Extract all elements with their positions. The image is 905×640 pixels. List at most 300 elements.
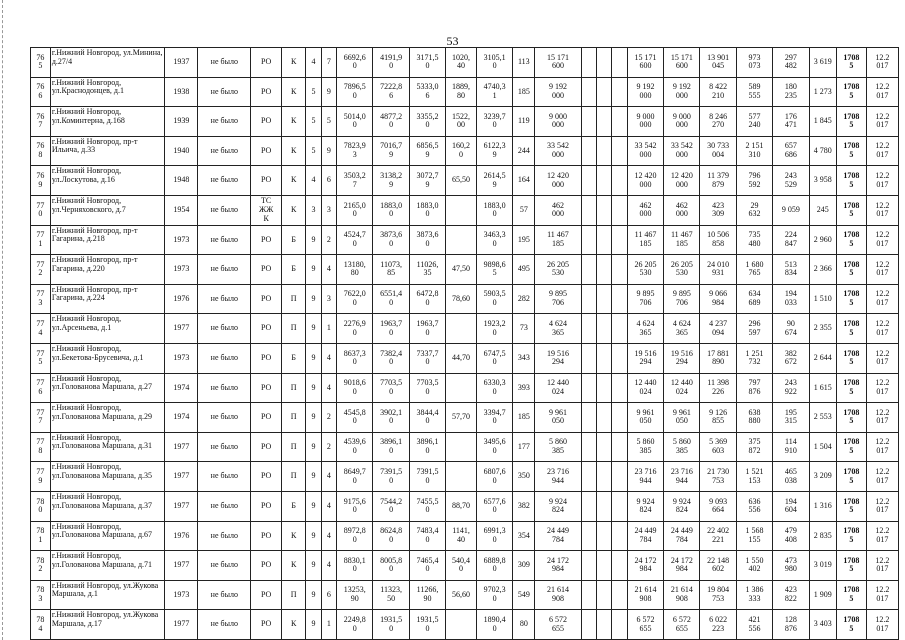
blank-cell xyxy=(612,107,627,137)
table-row xyxy=(31,77,899,107)
entrances-cell: 3 xyxy=(321,284,336,314)
floors-cell: 9 xyxy=(306,255,321,285)
cost-cell: 1 251 732 xyxy=(736,343,772,373)
unit-cost-cell: 1 504 xyxy=(809,432,837,462)
date-cell: 12.2 017 xyxy=(866,166,898,196)
wall-material-cell: Б xyxy=(282,343,306,373)
premises-area-cell: 11323, 50 xyxy=(373,580,409,610)
row-number-cell: 77 6 xyxy=(31,373,51,403)
floors-cell: 9 xyxy=(306,462,321,492)
date-cell: 12.2 017 xyxy=(866,107,898,137)
cost-cell: 194 033 xyxy=(773,284,809,314)
area-cell: 6122,3 9 xyxy=(476,136,512,166)
cost-cell: 21 730 753 xyxy=(700,462,736,492)
wall-material-cell: П xyxy=(282,580,306,610)
premises-area-cell: 3873,6 0 xyxy=(373,225,409,255)
premises-area-cell: 7222,8 6 xyxy=(373,77,409,107)
wall-material-cell: К xyxy=(282,551,306,581)
blank-cell xyxy=(612,403,627,433)
area-cell: 3495,6 0 xyxy=(476,432,512,462)
total-area-cell: 2249,8 0 xyxy=(337,610,373,640)
residents-cell: 282 xyxy=(513,284,535,314)
residents-cell: 354 xyxy=(513,521,535,551)
nonresidential-area-cell xyxy=(446,462,477,492)
address-cell: г.Нижний Новгород, пр-т Гагарина, д.218 xyxy=(50,225,165,255)
area-cell: 5903,5 0 xyxy=(476,284,512,314)
table-row xyxy=(31,403,899,433)
table-row xyxy=(31,343,899,373)
entrances-cell: 1 xyxy=(321,314,336,344)
year-cell: 1940 xyxy=(165,136,198,166)
blank-cell xyxy=(612,314,627,344)
area-cell: 3463,3 0 xyxy=(476,225,512,255)
nonresidential-area-cell: 65,50 xyxy=(446,166,477,196)
page-edge-marker xyxy=(2,0,4,640)
blank-cell xyxy=(581,48,596,78)
date-cell: 12.2 017 xyxy=(866,284,898,314)
date-cell: 12.2 017 xyxy=(866,314,898,344)
table-row xyxy=(31,166,899,196)
cost-cell: 9 924 824 xyxy=(627,491,663,521)
address-cell: г.Нижний Новгород, ул.Голованова Маршала, д.37 xyxy=(50,491,165,521)
residential-area-cell: 7703,5 0 xyxy=(409,373,445,403)
cost-cell: 5 860 385 xyxy=(627,432,663,462)
entrances-cell: 9 xyxy=(321,136,336,166)
address-cell: г.Нижний Новгород, ул.Минина, д.27/4 xyxy=(50,48,165,78)
nonresidential-area-cell: 1522, 00 xyxy=(446,107,477,137)
cost-cell: 513 834 xyxy=(773,255,809,285)
entrances-cell: 1 xyxy=(321,610,336,640)
cost-cell: 9 093 664 xyxy=(700,491,736,521)
table-row xyxy=(31,491,899,521)
address-cell: г.Нижний Новгород, ул.Жукова Маршала, д.1 xyxy=(50,580,165,610)
wall-material-cell: К xyxy=(282,107,306,137)
residential-area-cell: 11026, 35 xyxy=(409,255,445,285)
total-area-cell: 2165,0 0 xyxy=(337,195,373,225)
cost-cell: 90 674 xyxy=(773,314,809,344)
date-cell: 12.2 017 xyxy=(866,551,898,581)
unit-cost-cell: 2 366 xyxy=(809,255,837,285)
blank-cell xyxy=(596,48,611,78)
area-cell: 3394,7 0 xyxy=(476,403,512,433)
entrances-cell: 3 xyxy=(321,195,336,225)
unit-cost-cell: 245 xyxy=(809,195,837,225)
residential-area-cell: 3896,1 0 xyxy=(409,432,445,462)
premises-area-cell: 3138,2 9 xyxy=(373,166,409,196)
cost-cell: 421 556 xyxy=(736,610,772,640)
cost-cell: 375 872 xyxy=(736,432,772,462)
cost-cell: 224 847 xyxy=(773,225,809,255)
premises-area-cell: 6551,4 0 xyxy=(373,284,409,314)
date-cell: 12.2 017 xyxy=(866,610,898,640)
residents-cell: 119 xyxy=(513,107,535,137)
premises-area-cell: 7382,4 0 xyxy=(373,343,409,373)
previous-repair-cell: не было xyxy=(198,77,251,107)
blank-cell xyxy=(612,432,627,462)
floors-cell: 4 xyxy=(306,166,321,196)
year-cell: 1973 xyxy=(165,225,198,255)
unit-cost-cell: 3 209 xyxy=(809,462,837,492)
previous-repair-cell: не было xyxy=(198,462,251,492)
row-number-cell: 77 2 xyxy=(31,255,51,285)
table-row xyxy=(31,521,899,551)
nonresidential-area-cell xyxy=(446,373,477,403)
residents-cell: 382 xyxy=(513,491,535,521)
cost-cell: 634 689 xyxy=(736,284,772,314)
nonresidential-area-cell: 88,70 xyxy=(446,491,477,521)
premises-area-cell: 8624,8 0 xyxy=(373,521,409,551)
row-number-cell: 77 8 xyxy=(31,432,51,462)
total-area-cell: 4539,6 0 xyxy=(337,432,373,462)
residential-area-cell: 3873,6 0 xyxy=(409,225,445,255)
cost-cell: 24 449 784 xyxy=(664,521,700,551)
wall-material-cell: Б xyxy=(282,255,306,285)
floors-cell: 9 xyxy=(306,343,321,373)
residents-cell: 343 xyxy=(513,343,535,373)
cost-cell: 797 876 xyxy=(736,373,772,403)
limit-cell: 1708 5 xyxy=(837,491,867,521)
blank-cell xyxy=(596,255,611,285)
residential-area-cell: 1883,0 0 xyxy=(409,195,445,225)
unit-cost-cell: 1 615 xyxy=(809,373,837,403)
table-row xyxy=(31,225,899,255)
cost-cell: 15 171 600 xyxy=(627,48,663,78)
cost-cell: 12 420 000 xyxy=(664,166,700,196)
entrances-cell: 4 xyxy=(321,491,336,521)
total-cost-cell: 9 192 000 xyxy=(535,77,581,107)
blank-cell xyxy=(581,195,596,225)
nonresidential-area-cell: 47,50 xyxy=(446,255,477,285)
cost-cell: 24 449 784 xyxy=(627,521,663,551)
area-cell: 1923,2 0 xyxy=(476,314,512,344)
total-area-cell: 7622,0 0 xyxy=(337,284,373,314)
blank-cell xyxy=(581,432,596,462)
blank-cell xyxy=(596,432,611,462)
premises-area-cell: 3902,1 0 xyxy=(373,403,409,433)
cost-cell: 29 632 xyxy=(736,195,772,225)
ownership-cell: РО xyxy=(251,136,282,166)
date-cell: 12.2 017 xyxy=(866,491,898,521)
residential-area-cell: 7391,5 0 xyxy=(409,462,445,492)
ownership-cell: РО xyxy=(251,491,282,521)
nonresidential-area-cell: 44,70 xyxy=(446,343,477,373)
cost-cell: 9 192 000 xyxy=(664,77,700,107)
area-cell: 1883,0 0 xyxy=(476,195,512,225)
blank-cell xyxy=(596,343,611,373)
blank-cell xyxy=(596,77,611,107)
blank-cell xyxy=(596,491,611,521)
cost-cell: 6 022 223 xyxy=(700,610,736,640)
residents-cell: 185 xyxy=(513,403,535,433)
total-cost-cell: 12 440 024 xyxy=(535,373,581,403)
residents-cell: 350 xyxy=(513,462,535,492)
ownership-cell: РО xyxy=(251,521,282,551)
limit-cell: 1708 5 xyxy=(837,373,867,403)
premises-area-cell: 7703,5 0 xyxy=(373,373,409,403)
cost-cell: 19 516 294 xyxy=(664,343,700,373)
entrances-cell: 4 xyxy=(321,462,336,492)
cost-cell: 4 624 365 xyxy=(627,314,663,344)
row-number-cell: 76 5 xyxy=(31,48,51,78)
ownership-cell: РО xyxy=(251,314,282,344)
cost-cell: 462 000 xyxy=(627,195,663,225)
residential-area-cell: 3171,5 0 xyxy=(409,48,445,78)
table-row xyxy=(31,284,899,314)
total-area-cell: 8972,8 0 xyxy=(337,521,373,551)
nonresidential-area-cell xyxy=(446,610,477,640)
nonresidential-area-cell: 1141, 40 xyxy=(446,521,477,551)
address-cell: г.Нижний Новгород, ул.Бекетова-Брусевича, д.1 xyxy=(50,343,165,373)
cost-cell: 6 572 655 xyxy=(664,610,700,640)
ownership-cell: РО xyxy=(251,284,282,314)
nonresidential-area-cell xyxy=(446,314,477,344)
cost-cell: 19 516 294 xyxy=(627,343,663,373)
cost-cell: 1 521 153 xyxy=(736,462,772,492)
cost-cell: 176 471 xyxy=(773,107,809,137)
entrances-cell: 6 xyxy=(321,166,336,196)
wall-material-cell: П xyxy=(282,373,306,403)
table-row xyxy=(31,136,899,166)
year-cell: 1976 xyxy=(165,284,198,314)
cost-cell: 19 804 753 xyxy=(700,580,736,610)
residential-area-cell: 1963,7 0 xyxy=(409,314,445,344)
row-number-cell: 76 7 xyxy=(31,107,51,137)
floors-cell: 5 xyxy=(306,136,321,166)
page-number: 53 xyxy=(446,34,459,48)
cost-cell: 9 000 000 xyxy=(664,107,700,137)
limit-cell: 1708 5 xyxy=(837,195,867,225)
cost-cell: 24 172 984 xyxy=(627,551,663,581)
residential-area-cell: 3072,7 9 xyxy=(409,166,445,196)
address-cell: г.Нижний Новгород, ул.Голованова Маршала, д.35 xyxy=(50,462,165,492)
total-area-cell: 13253, 90 xyxy=(337,580,373,610)
limit-cell: 1708 5 xyxy=(837,521,867,551)
cost-cell: 1 680 765 xyxy=(736,255,772,285)
residents-cell: 113 xyxy=(513,48,535,78)
cost-cell: 33 542 000 xyxy=(664,136,700,166)
blank-cell xyxy=(612,551,627,581)
blank-cell xyxy=(612,491,627,521)
premises-area-cell: 7391,5 0 xyxy=(373,462,409,492)
blank-cell xyxy=(612,77,627,107)
blank-cell xyxy=(612,284,627,314)
ownership-cell: ТС ЖЖ К xyxy=(251,195,282,225)
residents-cell: 195 xyxy=(513,225,535,255)
blank-cell xyxy=(596,403,611,433)
residential-area-cell: 11266, 90 xyxy=(409,580,445,610)
wall-material-cell: К xyxy=(282,521,306,551)
previous-repair-cell: не было xyxy=(198,551,251,581)
cost-cell: 13 901 045 xyxy=(700,48,736,78)
wall-material-cell: Б xyxy=(282,225,306,255)
nonresidential-area-cell: 160,2 0 xyxy=(446,136,477,166)
previous-repair-cell: не было xyxy=(198,48,251,78)
unit-cost-cell: 3 403 xyxy=(809,610,837,640)
cost-cell: 8 246 270 xyxy=(700,107,736,137)
wall-material-cell: П xyxy=(282,462,306,492)
ownership-cell: РО xyxy=(251,107,282,137)
area-cell: 9702,3 0 xyxy=(476,580,512,610)
cost-cell: 12 420 000 xyxy=(627,166,663,196)
date-cell: 12.2 017 xyxy=(866,255,898,285)
floors-cell: 9 xyxy=(306,373,321,403)
entrances-cell: 7 xyxy=(321,48,336,78)
cost-cell: 9 895 706 xyxy=(627,284,663,314)
year-cell: 1937 xyxy=(165,48,198,78)
table-row xyxy=(31,255,899,285)
entrances-cell: 4 xyxy=(321,521,336,551)
row-number-cell: 78 1 xyxy=(31,521,51,551)
cost-cell: 465 038 xyxy=(773,462,809,492)
entrances-cell: 4 xyxy=(321,255,336,285)
cost-cell: 735 480 xyxy=(736,225,772,255)
total-area-cell: 8637,3 0 xyxy=(337,343,373,373)
residential-area-cell: 1931,5 0 xyxy=(409,610,445,640)
cost-cell: 26 205 530 xyxy=(627,255,663,285)
limit-cell: 1708 5 xyxy=(837,166,867,196)
limit-cell: 1708 5 xyxy=(837,136,867,166)
residential-area-cell: 6472,8 0 xyxy=(409,284,445,314)
total-cost-cell: 24 449 784 xyxy=(535,521,581,551)
cost-cell: 114 910 xyxy=(773,432,809,462)
blank-cell xyxy=(596,462,611,492)
wall-material-cell: К xyxy=(282,48,306,78)
total-cost-cell: 9 924 824 xyxy=(535,491,581,521)
cost-cell: 23 716 944 xyxy=(664,462,700,492)
total-area-cell: 4545,8 0 xyxy=(337,403,373,433)
area-cell: 6889,8 0 xyxy=(476,551,512,581)
limit-cell: 1708 5 xyxy=(837,403,867,433)
year-cell: 1977 xyxy=(165,432,198,462)
address-cell: г.Нижний Новгород, ул.Краснодонцев, д.1 xyxy=(50,77,165,107)
nonresidential-area-cell: 57,70 xyxy=(446,403,477,433)
cost-cell: 22 402 221 xyxy=(700,521,736,551)
previous-repair-cell: не было xyxy=(198,610,251,640)
entrances-cell: 5 xyxy=(321,107,336,137)
total-cost-cell: 9 000 000 xyxy=(535,107,581,137)
nonresidential-area-cell xyxy=(446,432,477,462)
premises-area-cell: 8005,8 0 xyxy=(373,551,409,581)
premises-area-cell: 4877,2 0 xyxy=(373,107,409,137)
premises-area-cell: 1931,5 0 xyxy=(373,610,409,640)
area-cell: 1890,4 0 xyxy=(476,610,512,640)
previous-repair-cell: не было xyxy=(198,432,251,462)
floors-cell: 9 xyxy=(306,403,321,433)
total-area-cell: 9175,6 0 xyxy=(337,491,373,521)
nonresidential-area-cell: 1020, 40 xyxy=(446,48,477,78)
year-cell: 1977 xyxy=(165,314,198,344)
row-number-cell: 78 4 xyxy=(31,610,51,640)
cost-cell: 24 172 984 xyxy=(664,551,700,581)
address-cell: г.Нижний Новгород, ул.Голованова Маршала, д.71 xyxy=(50,551,165,581)
cost-cell: 479 408 xyxy=(773,521,809,551)
previous-repair-cell: не было xyxy=(198,491,251,521)
blank-cell xyxy=(596,521,611,551)
unit-cost-cell: 1 273 xyxy=(809,77,837,107)
row-number-cell: 77 4 xyxy=(31,314,51,344)
total-cost-cell: 5 860 385 xyxy=(535,432,581,462)
limit-cell: 1708 5 xyxy=(837,225,867,255)
wall-material-cell: П xyxy=(282,432,306,462)
cost-cell: 22 148 602 xyxy=(700,551,736,581)
floors-cell: 4 xyxy=(306,48,321,78)
blank-cell xyxy=(596,580,611,610)
row-number-cell: 77 3 xyxy=(31,284,51,314)
cost-cell: 33 542 000 xyxy=(627,136,663,166)
residential-area-cell: 3844,4 0 xyxy=(409,403,445,433)
area-cell: 6577,6 0 xyxy=(476,491,512,521)
entrances-cell: 2 xyxy=(321,403,336,433)
date-cell: 12.2 017 xyxy=(866,403,898,433)
cost-cell: 23 716 944 xyxy=(627,462,663,492)
cost-cell: 4 237 094 xyxy=(700,314,736,344)
residents-cell: 185 xyxy=(513,77,535,107)
cost-cell: 30 733 004 xyxy=(700,136,736,166)
table-row xyxy=(31,314,899,344)
unit-cost-cell: 3 019 xyxy=(809,551,837,581)
total-area-cell: 2276,9 0 xyxy=(337,314,373,344)
nonresidential-area-cell: 78,60 xyxy=(446,284,477,314)
date-cell: 12.2 017 xyxy=(866,136,898,166)
cost-cell: 243 529 xyxy=(773,166,809,196)
nonresidential-area-cell: 1889, 80 xyxy=(446,77,477,107)
row-number-cell: 77 1 xyxy=(31,225,51,255)
blank-cell xyxy=(581,373,596,403)
total-cost-cell: 4 624 365 xyxy=(535,314,581,344)
floors-cell: 9 xyxy=(306,225,321,255)
blank-cell xyxy=(581,491,596,521)
date-cell: 12.2 017 xyxy=(866,373,898,403)
blank-cell xyxy=(581,610,596,640)
cost-cell: 26 205 530 xyxy=(664,255,700,285)
residents-cell: 177 xyxy=(513,432,535,462)
year-cell: 1977 xyxy=(165,610,198,640)
residential-area-cell: 7455,5 0 xyxy=(409,491,445,521)
blank-cell xyxy=(612,343,627,373)
address-cell: г.Нижний Новгород, ул.Лоскутова, д.16 xyxy=(50,166,165,196)
year-cell: 1939 xyxy=(165,107,198,137)
address-cell: г.Нижний Новгород, ул.Жукова Маршала, д.17 xyxy=(50,610,165,640)
table-row xyxy=(31,610,899,640)
table-row xyxy=(31,462,899,492)
floors-cell: 9 xyxy=(306,521,321,551)
address-cell: г.Нижний Новгород, ул.Голованова Маршала, д.27 xyxy=(50,373,165,403)
previous-repair-cell: не было xyxy=(198,107,251,137)
total-area-cell: 6692,6 0 xyxy=(337,48,373,78)
nonresidential-area-cell: 56,60 xyxy=(446,580,477,610)
floors-cell: 9 xyxy=(306,610,321,640)
unit-cost-cell: 2 355 xyxy=(809,314,837,344)
blank-cell xyxy=(612,195,627,225)
floors-cell: 9 xyxy=(306,580,321,610)
area-cell: 4740,3 1 xyxy=(476,77,512,107)
cost-cell: 1 550 402 xyxy=(736,551,772,581)
total-area-cell: 13180, 80 xyxy=(337,255,373,285)
residential-area-cell: 7465,4 0 xyxy=(409,551,445,581)
unit-cost-cell: 4 780 xyxy=(809,136,837,166)
address-cell: г.Нижний Новгород, ул.Голованова Маршала, д.31 xyxy=(50,432,165,462)
cost-cell: 12 440 024 xyxy=(664,373,700,403)
floors-cell: 9 xyxy=(306,284,321,314)
ownership-cell: РО xyxy=(251,462,282,492)
cost-cell: 21 614 908 xyxy=(627,580,663,610)
year-cell: 1938 xyxy=(165,77,198,107)
total-cost-cell: 23 716 944 xyxy=(535,462,581,492)
total-cost-cell: 9 961 050 xyxy=(535,403,581,433)
total-cost-cell: 19 516 294 xyxy=(535,343,581,373)
residents-cell: 73 xyxy=(513,314,535,344)
limit-cell: 1708 5 xyxy=(837,255,867,285)
